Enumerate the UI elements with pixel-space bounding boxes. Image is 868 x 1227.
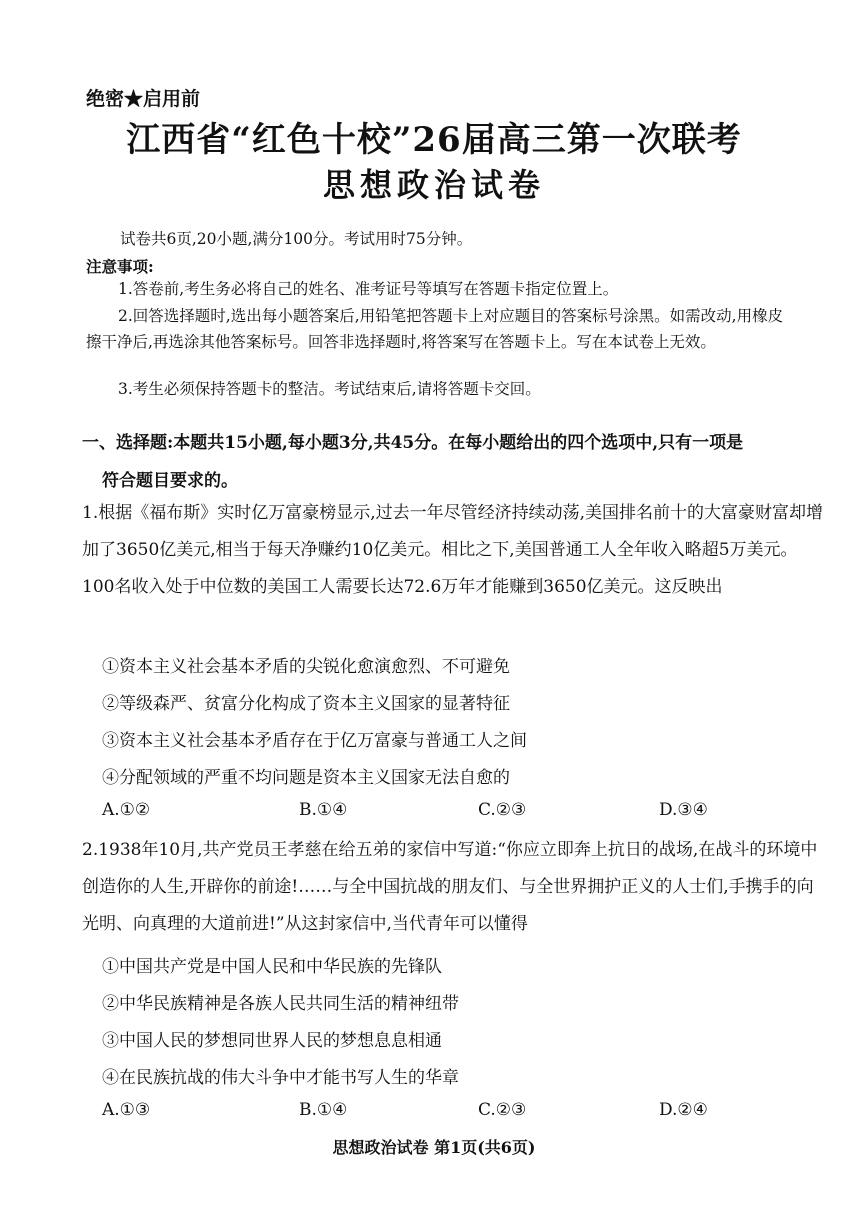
question-option: ①资本主义社会基本矛盾的尖锐化愈演愈烈、不可避免	[102, 657, 510, 677]
question-stem: 1.根据《福布斯》实时亿万富豪榜显示,过去一年尽管经济持续动荡,美国排名前十的大富豪财富却增加了3650亿美元,相当于每天净赚约10亿美元。相比之下,美国普通工人全年收入略超5万美元。100名收入处于中位数的美国工人需要长达72.6万年才能赚到3650亿美元。这反映出	[82, 503, 824, 597]
section-heading	[82, 424, 822, 500]
note-item: 3.考生必须保持答题卡的整洁。考试结束后,请将答题卡交回。	[118, 380, 541, 398]
choice-c: C.②③	[478, 800, 527, 820]
exam-title: 江西省“红色十校”26届高三第一次联考	[126, 120, 742, 160]
question-option: ③中国人民的梦想同世界人民的梦想息息相通	[102, 1031, 442, 1051]
question-option: ④在民族抗战的伟大斗争中才能书写人生的华章	[102, 1068, 459, 1088]
question-option: ④分配领域的严重不均问题是资本主义国家无法自愈的	[102, 768, 510, 788]
question-option: ②中华民族精神是各族人民共同生活的精神纽带	[102, 994, 459, 1014]
section-heading-line: 一、选择题:本题共15小题,每小题3分,共45分。在每小题给出的四个选项中,只有一项是	[82, 433, 744, 453]
question-option: ③资本主义社会基本矛盾存在于亿万富豪与普通工人之间	[102, 731, 527, 751]
question-option: ①中国共产党是中国人民和中华民族的先锋队	[102, 957, 442, 977]
choice-b: B.①④	[299, 800, 348, 820]
exam-intro: 试卷共6页,20小题,满分100分。考试用时75分钟。	[120, 230, 473, 248]
note-item: 1.答卷前,考生务必将自己的姓名、准考证号等填写在答题卡指定位置上。	[118, 280, 619, 298]
note-item: 2.回答选择题时,选出每小题答案后,用铅笔把答题卡上对应题目的答案标号涂黑。如需改动,用橡皮擦干净后,再选涂其他答案标号。回答非选择题时,将答案写在答题卡上。写在本试卷上无效。	[86, 307, 784, 351]
question-stem: 2.1938年10月,共产党员王孝慈在给五弟的家信中写道:“你应立即奔上抗日的战场,在战斗的环境中创造你的人生,开辟你的前途!……与全中国抗战的朋友们、与全世界拥护正义的人士们,手携手的向光明、向真理的大道前进!”从这封家信中,当代青年可以懂得	[82, 840, 818, 934]
section-heading-line: 符合题目要求的。	[102, 471, 238, 491]
exam-subtitle: 思想政治试卷	[322, 166, 545, 204]
choice-a: A.①③	[102, 1100, 151, 1120]
confidential-label: 绝密★启用前	[86, 88, 201, 110]
choice-a: A.①②	[102, 800, 151, 820]
choice-d: D.②④	[659, 1100, 708, 1120]
page-footer: 思想政治试卷 第1页(共6页)	[332, 1138, 536, 1157]
question-option: ②等级森严、贫富分化构成了资本主义国家的显著特征	[102, 694, 510, 714]
choice-c: C.②③	[478, 1100, 527, 1120]
notes-title: 注意事项:	[86, 257, 154, 276]
choice-d: D.③④	[659, 800, 708, 820]
choice-b: B.①④	[299, 1100, 348, 1120]
